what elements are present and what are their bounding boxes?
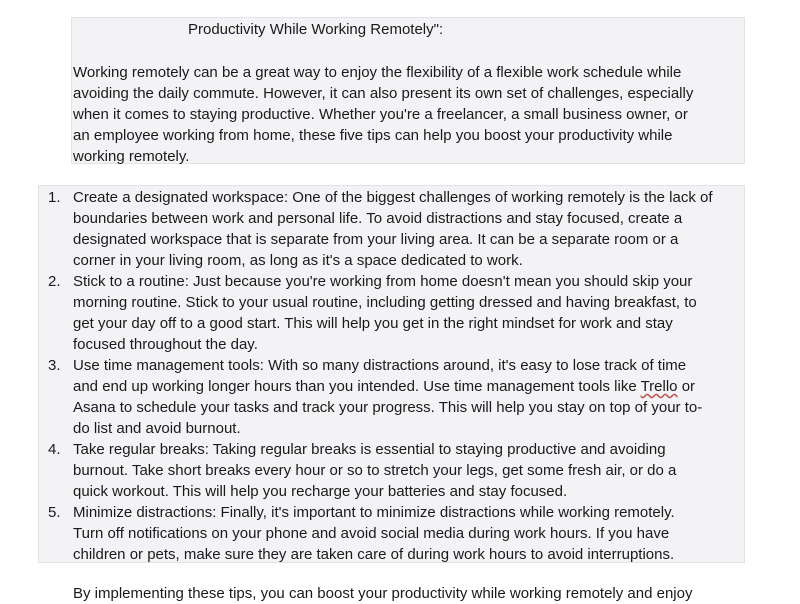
tip-line: Minimize distractions: Finally, it's important to minimize distractions while working remotely.: [73, 504, 675, 521]
tip-item-4: [0, 439, 713, 502]
tip-number: 5.: [48, 504, 61, 521]
intro-line: Working remotely can be a great way to enjoy the flexibility of a flexible work schedule while: [73, 64, 682, 81]
tip-text: and end up working longer hours than you intended. Use time management tools like: [73, 378, 641, 395]
tip-item-1: [0, 187, 713, 271]
intro-line: an employee working from home, these five tips can help you boost your productivity while: [73, 127, 673, 144]
tip-line: burnout. Take short breaks every hour or so to stretch your legs, get some fresh air, or do a: [73, 462, 677, 479]
intro-line: avoiding the daily commute. However, it can also present its own set of challenges, especially: [73, 85, 694, 102]
tip-line: Asana to schedule your tasks and track your progress. This will help you stay on top of your to-: [73, 399, 703, 416]
tip-line: children or pets, make sure they are taken care of during work hours to avoid interruptions.: [73, 546, 675, 563]
tip-number: 1.: [48, 189, 61, 206]
tip-line-with-link: [73, 376, 713, 397]
spelling-flagged-word[interactable]: Trello: [640, 378, 678, 395]
tips-list: [0, 187, 713, 565]
tip-number: 2.: [48, 273, 61, 290]
tip-item-3: [0, 355, 713, 439]
tip-line: Create a designated workspace: One of the biggest challenges of working remotely is the lack of: [73, 189, 713, 206]
tip-line: designated workspace that is separate from your living area. It can be a separate room or a: [73, 231, 679, 248]
tip-item-5: [0, 502, 713, 565]
tip-line: focused throughout the day.: [73, 336, 258, 353]
tip-line: morning routine. Stick to your usual routine, including getting dressed and having breakfast, to: [73, 294, 697, 311]
tip-number: 4.: [48, 441, 61, 458]
intro-paragraph: [73, 62, 747, 167]
tip-line: Take regular breaks: Taking regular breaks is essential to staying productive and avoiding: [73, 441, 666, 458]
document-title: Productivity While Working Remotely":: [188, 21, 444, 38]
intro-line: working remotely.: [73, 148, 190, 165]
tip-number: 3.: [48, 357, 61, 374]
tip-line: Use time management tools: With so many distractions around, it's easy to lose track of time: [73, 357, 687, 374]
tip-text: or: [677, 378, 696, 395]
tip-line: do list and avoid burnout.: [73, 420, 241, 437]
tip-line: boundaries between work and personal life. To avoid distractions and stay focused, create a: [73, 210, 683, 227]
intro-line: when it comes to staying productive. Whether you're a freelancer, a small business owner, or: [73, 106, 688, 123]
closing-paragraph: By implementing these tips, you can boost your productivity while working remotely and enjoy: [73, 585, 693, 602]
tip-line: get your day off to a good start. This will help you get in the right mindset for work and stay: [73, 315, 673, 332]
tip-line: quick workout. This will help you recharge your batteries and stay focused.: [73, 483, 568, 500]
tip-item-2: [0, 271, 713, 355]
tip-line: Stick to a routine: Just because you're working from home doesn't mean you should skip your: [73, 273, 693, 290]
tip-line: Turn off notifications on your phone and avoid social media during work hours. If you have: [73, 525, 670, 542]
tip-line: corner in your living room, as long as it's a space dedicated to work.: [73, 252, 523, 269]
